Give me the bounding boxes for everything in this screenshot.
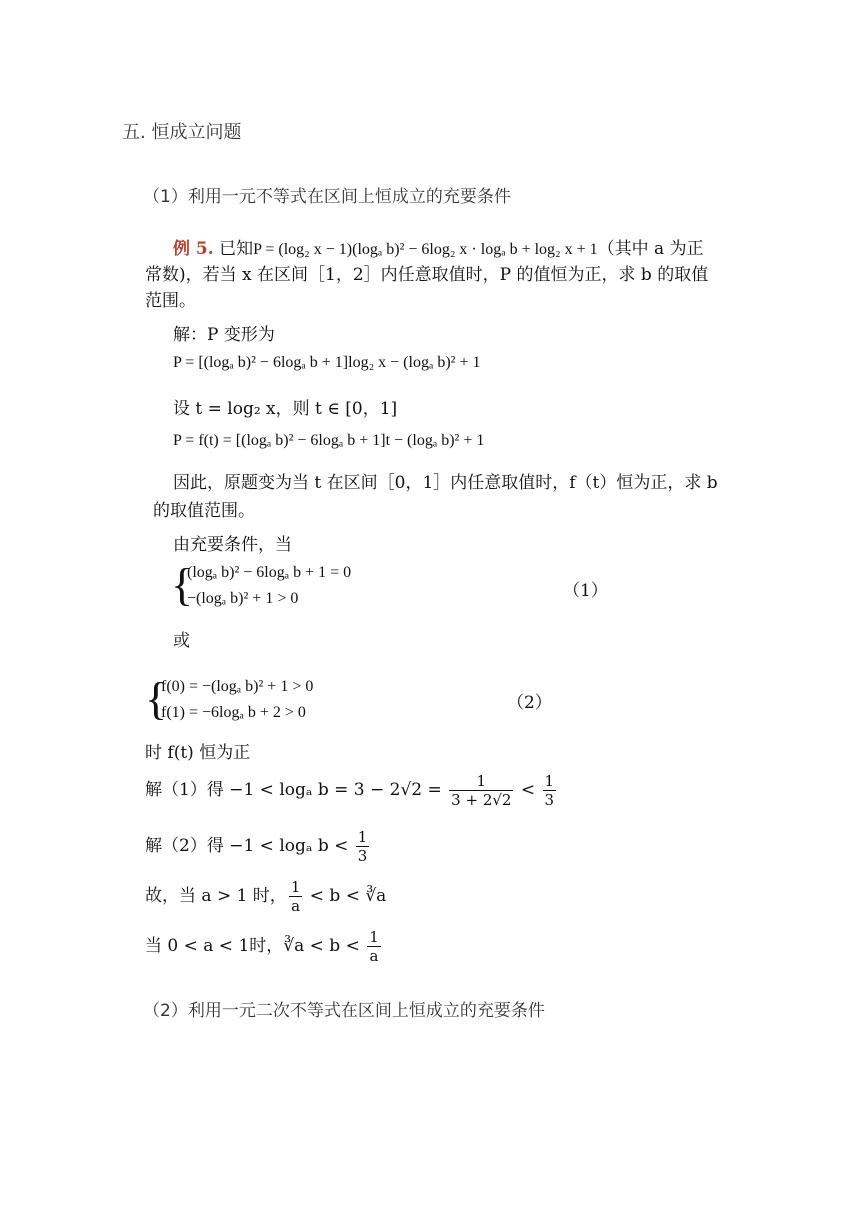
solution-step-2: P = [(logₐ b)² − 6logₐ b + 1]log₂ x − (logₐ b)² + 1 bbox=[173, 354, 481, 371]
less-than: < bbox=[515, 780, 541, 800]
result-line-2 bbox=[145, 828, 371, 865]
example-formula: P = (log₂ x − 1)(logₐ b)² − 6log₂ x · logₐ b + log₂ x + 1 bbox=[253, 241, 598, 258]
system-2-tag: （2） bbox=[507, 693, 552, 713]
system-1-line-a: (logₐ b)² − 6logₐ b + 1 = 0 bbox=[187, 564, 352, 581]
or-label: 或 bbox=[173, 631, 190, 651]
fraction bbox=[543, 772, 557, 809]
numerator: 1 bbox=[290, 878, 301, 896]
solution-step-4: P = f(t) = [(logₐ b)² − 6logₐ b + 1]t − (logₐ b)² + 1 bbox=[173, 432, 485, 449]
subsection-2-title: （2）利用一元二次不等式在区间上恒成立的充要条件 bbox=[143, 1001, 545, 1021]
fraction bbox=[449, 772, 513, 809]
solution-step-3: 设 t = log₂ x，则 t ∈ [0，1] bbox=[173, 399, 398, 419]
numerator: 1 bbox=[369, 928, 379, 946]
numerator: 1 bbox=[544, 772, 555, 790]
example-intro: 已知 bbox=[213, 239, 254, 259]
result-line-3 bbox=[145, 878, 386, 915]
subsection-1-title: （1）利用一元不等式在区间上恒成立的充要条件 bbox=[143, 187, 511, 207]
result-2-text: 解（2）得 −1 < logₐ b < bbox=[145, 836, 354, 856]
example-line-3: 范围。 bbox=[145, 291, 196, 311]
system-2-line-b: f(1) = −6logₐ b + 2 > 0 bbox=[161, 704, 306, 721]
numerator: 1 bbox=[357, 828, 368, 846]
scanned-solution-image bbox=[143, 222, 757, 974]
solution-step-5: 因此，原题变为当 t 在区间［0，1］内任意取值时，f（t）恒为正，求 b bbox=[173, 473, 718, 493]
left-brace-icon: { bbox=[171, 559, 194, 610]
fraction bbox=[289, 878, 303, 915]
example-line-1 bbox=[173, 234, 704, 259]
result-4-text: 当 0 < a < 1时，∛a < b < bbox=[145, 936, 366, 956]
denominator: a bbox=[369, 947, 379, 965]
fraction bbox=[367, 928, 381, 965]
result-3-range: < b < ∛a bbox=[304, 886, 387, 906]
denominator: 3 bbox=[544, 791, 555, 809]
system-1-line-b: −(logₐ b)² + 1 > 0 bbox=[187, 590, 299, 607]
example-condition: （其中 a 为正 bbox=[597, 239, 704, 259]
section-title: 五. 恒成立问题 bbox=[122, 122, 242, 143]
numerator: 1 bbox=[449, 772, 513, 791]
denominator: 3 bbox=[357, 847, 368, 865]
result-1-text: 解（1）得 −1 < logₐ b = 3 − 2√2 = bbox=[145, 780, 448, 800]
fraction bbox=[356, 828, 370, 865]
denominator: 3 + 2√2 bbox=[451, 791, 512, 809]
system-2-line-a: f(0) = −(logₐ b)² + 1 > 0 bbox=[161, 678, 314, 695]
example-label: 例 5. bbox=[173, 239, 214, 259]
solution-step-1: 解：P 变形为 bbox=[173, 325, 275, 345]
solution-step-6: 的取值范围。 bbox=[153, 501, 255, 521]
left-brace-icon: { bbox=[145, 673, 168, 724]
solution-step-8: 时 f(t) 恒为正 bbox=[145, 743, 251, 763]
system-1-tag: （1） bbox=[563, 581, 608, 601]
result-line-4 bbox=[145, 928, 383, 965]
example-line-2: 常数)，若当 x 在区间［1，2］内任意取值时，P 的值恒为正，求 b 的取值 bbox=[145, 265, 709, 285]
denominator: a bbox=[291, 897, 301, 915]
result-3-text: 故，当 a > 1 时， bbox=[145, 886, 287, 906]
result-line-1 bbox=[145, 772, 558, 809]
solution-step-7: 由充要条件，当 bbox=[173, 535, 292, 555]
